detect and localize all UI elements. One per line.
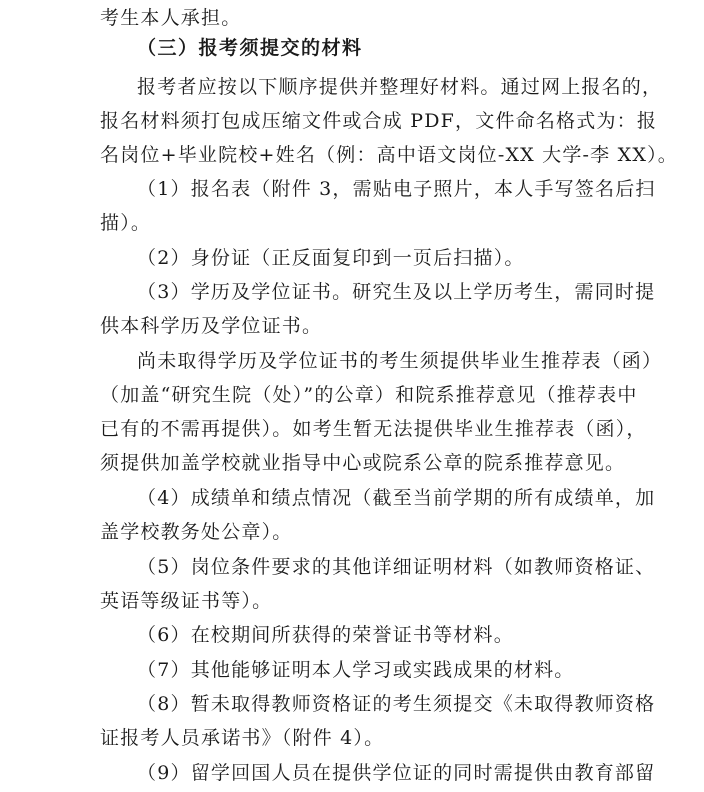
item-4-line: （4）成绩单和绩点情况（截至当前学期的所有成绩单，加: [137, 487, 656, 509]
note-line: 须提供加盖学校就业指导中心或院系公章的院系推荐意见。: [100, 452, 626, 474]
continuation-line: 考生本人承担。: [100, 7, 242, 29]
item-3-line: （3）学历及学位证书。研究生及以上学历考生，需同时提: [137, 281, 656, 303]
item-3-line: 供本科学历及学位证书。: [100, 315, 323, 337]
note-line: 尚未取得学历及学位证书的考生须提供毕业生推荐表（函）: [137, 350, 663, 372]
item-1-line: 描）。: [100, 212, 152, 234]
item-8-line: （8）暂未取得教师资格证的考生须提交《未取得教师资格: [137, 693, 656, 715]
note-line: （加盖“研究生院（处）”的公章）和院系推荐意见（推荐表中: [100, 384, 638, 406]
item-1-line: （1）报名表（附件 3，需贴电子照片，本人手写签名后扫: [137, 178, 656, 200]
item-5-line: （5）岗位条件要求的其他详细证明材料（如教师资格证、: [137, 556, 656, 578]
item-2-line: （2）身份证（正反面复印到一页后扫描）。: [137, 247, 525, 269]
intro-line: 报考者应按以下顺序提供并整理好材料。通过网上报名的，: [137, 76, 663, 98]
section-heading: （三）报考须提交的材料: [137, 37, 363, 59]
intro-line: 名岗位+毕业院校+姓名（例：高中语文岗位-XX 大学-李 XX）。: [100, 144, 678, 166]
item-4-line: 盖学校教务处公章）。: [100, 521, 293, 543]
note-line: 已有的不需再提供）。如考生暂无法提供毕业生推荐表（函），: [100, 418, 647, 440]
item-7-line: （7）其他能够证明本人学习或实践成果的材料。: [137, 659, 575, 681]
item-9-line: （9）留学回国人员在提供学位证的同时需提供由教育部留: [137, 762, 656, 784]
item-5-line: 英语等级证书等）。: [100, 590, 273, 612]
item-8-line: 证报考人员承诺书》（附件 4）。: [100, 727, 385, 749]
item-6-line: （6）在校期间所获得的荣誉证书等材料。: [137, 624, 514, 646]
intro-line: 报名材料须打包成压缩文件或合成 PDF，文件命名格式为：报: [100, 110, 658, 132]
